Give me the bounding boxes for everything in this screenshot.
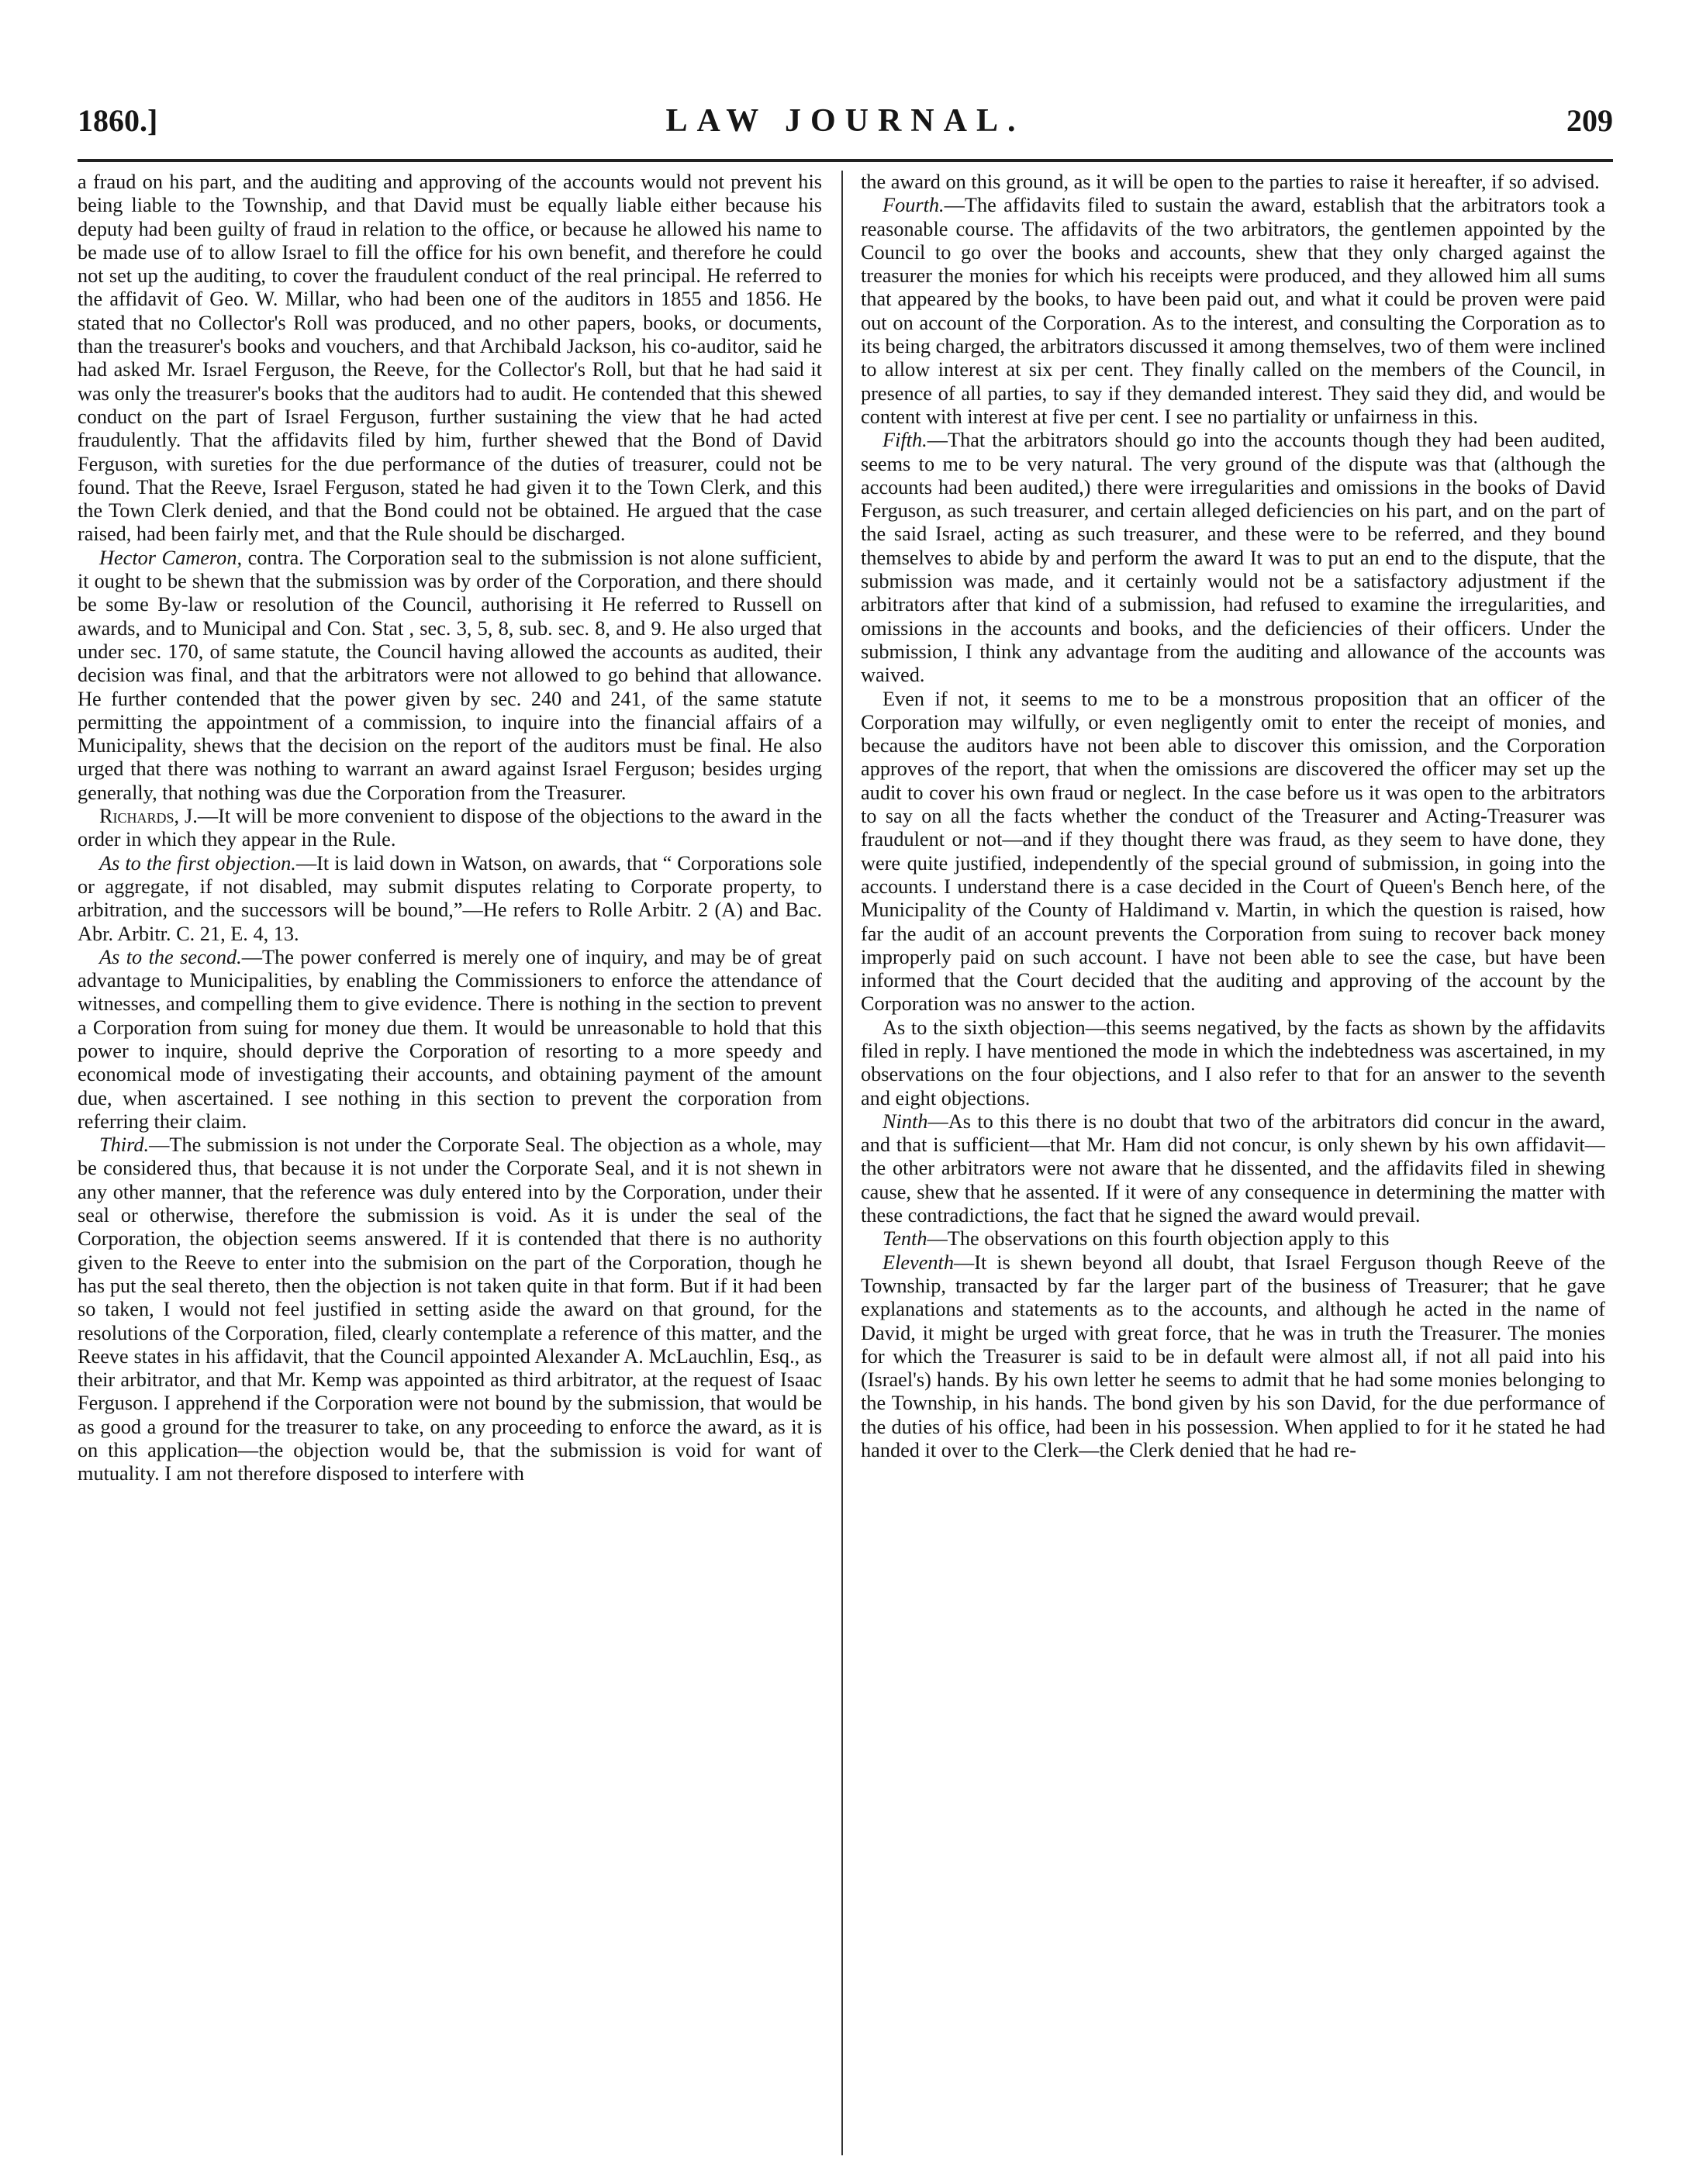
paragraph-text: contra. The Corporation seal to the submission is not alone sufficient, it ought to be shewn that the submission was by order of the Corporation, and there should be some By-law or resolution of the Council, authorising it He referred to Russell on awards, and to Municipal and Con. Stat , sec. 3, 5, 8, sub. sec. 8, and 9. He also urged that under sec. 170, of same statute, the Council having allowed the accounts as audited, their decision was final, and that the arbitrators were not allowed to go behind that allowance. He further contended that the power given by sec. 240 and 241, of the same statute permitting the appointment of a commission, to inquire into the financial affairs of a Municipality, shews that the decision on the report of the auditors must be final. He also urged that there was nothing to warrant an award against Israel Ferguson; besides urging generally, that nothing was due the Corporation from the Treasurer.	[78, 546, 822, 804]
paragraph	[78, 805, 822, 852]
paragraph	[861, 429, 1605, 687]
paragraph-text: —The observations on this fourth objection apply to this	[927, 1227, 1390, 1251]
paragraph-text: —It is laid down in Watson, on awards, that “ Corporations sole or aggregate, if not disabled, may submit disputes relating to Corporate property, to arbitration, and the successors will be bound,”—He refers to Rolle Arbitr. 2 (A) and Bac. Abr. Arbitr. C. 21, E. 4, 13.	[78, 851, 822, 945]
paragraph-lead: Eleventh	[882, 1251, 954, 1274]
continued-paragraph	[861, 171, 1605, 194]
paragraph-text: —That the arbitrators should go into the accounts though they had been audited, seems to me to be very natural. The very ground of the dispute was that (although the accounts had been audited,) there were irregularities and omissions in the books of David Ferguson, as such treasurer, and certain alleged deficiencies on his part, and on the part of the said Israel, acting as such treasurer, and these were to be referred, and they bound themselves to abide by and perform the award It was to put an end to the dispute, that the submission was made, and it certainly would not be a satisfactory adjustment if the arbitrators after that kind of a submission, had refused to examine the irregularities, and omissions in the accounts and books, and the deficiencies of their officers. Under the submission, I think any advantage from the auditing and allowance of the accounts was waived.	[861, 429, 1605, 687]
paragraph-text: —As to this there is no doubt that two of the arbitrators did concur in the award, and that is sufficient—that Mr. Ham did not concur, is only shewn by his own affidavit—the other arbitrators were not aware that he dissented, and the affidavits filed in shewing cause, shew that he assented. If it were of any consequence in determining the matter with these contradictions, the fact that he signed the award would prevail.	[861, 1109, 1605, 1227]
paragraph-lead: Third.	[99, 1133, 150, 1157]
running-header	[78, 102, 1613, 149]
paragraph	[78, 852, 822, 946]
column-divider	[841, 171, 843, 2155]
journal-title: LAW JOURNAL.	[665, 103, 1025, 139]
paragraph-text: —It will be more convenient to dispose of the objections to the award in the order in which they appear in the Rule.	[78, 805, 822, 851]
paragraph-lead: Tenth	[882, 1227, 927, 1251]
paragraph	[861, 1227, 1605, 1251]
paragraph	[861, 1251, 1605, 1463]
paragraph-lead: Ninth	[882, 1109, 928, 1133]
paragraph-text: the award on this ground, as it will be open to the parties to raise it hereafter, if so advised.	[861, 171, 1600, 193]
paragraph-text: —The submission is not under the Corporate Seal. The objection as a whole, may be considered thus, that because it is not under the Corporate Seal, and it is not shewn in any other manner, that the reference was duly entered into by the Corporation, under their seal or otherwise, therefore the submission is void. As it is under the seal of the Corporation, the objection seems answered. If it is contended that there is no authority given to the Reeve to enter into the submision on the part of the Corporation, though he has put the seal thereto, then the objection is not taken quite in that form. But if it had been so taken, I would not feel justified in setting aside the award on that ground, for the resolutions of the Corporation, filed, clearly contemplate a reference of this matter, and the Reeve states in his affidavit, that the Council appointed Alexander A. McLauchlin, Esq., as their arbitrator, and that Mr. Kemp was appointed as third arbitrator, at the request of Isaac Ferguson. I apprehend if the Corporation were not bound by the submission, that would be as good a ground for the treasurer to take, on any proceeding to enforce the award, as it is on this application—the objection would be, that the submission is void for want of mutuality. I am not therefore disposed to interfere with	[78, 1133, 822, 1485]
paragraph-lead: Fifth.	[882, 429, 927, 452]
paragraph-lead: As to the first objection.	[99, 851, 296, 875]
paragraph-lead: Fourth.	[882, 194, 945, 217]
paragraph-text: —It is shewn beyond all doubt, that Israel Ferguson though Reeve of the Township, transacted by far the larger part of the business of Treasurer; that he gave explanations and statements as to the accounts, and although he acted in the name of David, it might be urged with great force, that he was in truth the Treasurer. The monies for which the Treasurer is said to be in default were almost all, if not all paid into his (Israel's) hands. By his own letter he seems to admit that he had some monies belonging to the Township, in his hands. The bond given by his son David, for the due performance of the duties of his office, had been in his possession. When applied to for it he stated he had handed it over to the Clerk—the Clerk denied that he had re-	[861, 1251, 1605, 1462]
header-rule	[78, 159, 1613, 162]
header-year: 1860.]	[78, 103, 158, 138]
paragraph	[861, 194, 1605, 429]
paragraph	[78, 1133, 822, 1485]
continued-paragraph	[78, 171, 822, 547]
paragraph-text: Even if not, it seems to me to be a monstrous proposition that an officer of the Corporation may wilfully, or even negligently omit to enter the receipt of monies, and because the auditors have not been able to discover this omission, and the Corporation approves of the report, that when the omissions are discovered the officer may set up the audit to cover his own fraud or neglect. In the case before us it was open to the arbitrators to say on all the facts whether the conduct of the Treasurer and Acting-Treasurer was fraudulent or not—and if they thought there was fraud, as they seem to have done, they were quite justified, independently of the special ground of submission, in going into the accounts. I understand there is a case decided in the Court of Queen's Bench here, of the Municipality of the County of Haldimand v. Martin, in which the question is raised, how far the audit of an account prevents the Corporation from suing to recover back money improperly paid on such account. I have not been able to see the case, but have been informed that the Court decided that the auditing and approving of the account by the Corporation was no answer to the action.	[861, 687, 1605, 1016]
left-column	[78, 171, 822, 2155]
paragraph	[78, 946, 822, 1133]
paragraph	[861, 688, 1605, 1016]
paragraph-text: a fraud on his part, and the auditing and approving of the accounts would not prevent his being liable to the Township, and that David must be equally liable either because his deputy had been guilty of fraud in relation to the office, or because he allowed his name to be made use of to allow Israel to fill the office for his own benefit, and therefore he could not set up the auditing, to cover the fraudulent conduct of the real principal. He referred to the affidavit of Geo. W. Millar, who had been one of the auditors in 1855 and 1856. He stated that no Collector's Roll was produced, and no other papers, books, or documents, than the treasurer's books and vouchers, and that Archibald Jackson, his co-auditor, said he had asked Mr. Israel Ferguson, the Reeve, for the Collector's Roll, but that he had said it was only the treasurer's books that the auditors had to audit. He contended that this shewed conduct on the part of Israel Ferguson, further sustaining the view that he had acted fraudulently. That the affidavits filed by him, further shewed that the Bond of David Ferguson, with sureties for the due performance of the duties of treasurer, could not be found. That the Reeve, Israel Ferguson, stated he had given it to the Town Clerk, and this the Town Clerk denied, and that the Bond could not be obtained. He argued that the case raised, had been fairly met, and that the Rule should be discharged.	[78, 171, 822, 546]
page-number: 209	[1566, 103, 1613, 138]
paragraph	[861, 1016, 1605, 1110]
paragraph-text: —The affidavits filed to sustain the award, establish that the arbitrators took a reasonable course. The affidavits of the two arbitrators, the gentlemen appointed by the Council to go over the books and accounts, shew that they only charged against the treasurer the monies for which his receipts were produced, and they allowed him all sums that appeared by the books, to have been paid out, and what it could be proven were paid out on account of the Corporation. As to the interest, and consulting the Corporation as to its being charged, the arbitrators discussed it among themselves, two of them were inclined to allow interest at six per cent. They finally called on the members of the Council, in presence of all parties, to say if they demanded interest. They said they did, and would be content with interest at five per cent. I see no partiality or unfairness in this.	[861, 194, 1605, 428]
paragraph-lead: As to the second.	[99, 945, 242, 968]
paragraph	[861, 1110, 1605, 1227]
right-column	[861, 171, 1605, 2155]
paragraph-lead: Richards, J.	[99, 805, 198, 828]
paragraph	[78, 547, 822, 805]
paragraph-lead: Hector Cameron,	[99, 546, 243, 569]
paragraph-text: As to the sixth objection—this seems negatived, by the facts as shown by the affidavits filed in reply. I have mentioned the mode in which the indebtedness was ascertained, in my observations on the four objections, and I also refer to that for an answer to the seventh and eight objections.	[861, 1016, 1605, 1109]
paragraph-text: —The power conferred is merely one of inquiry, and may be of great advantage to Municipalities, by enabling the Commissioners to enforce the attendance of witnesses, and compelling them to give evidence. There is nothing in the section to prevent a Corporation from suing for money due them. It would be unreasonable to hold that this power to inquire, should deprive the Corporation of resorting to a more speedy and economical mode of investigating their accounts, and obtaining payment of the amount due, when ascertained. I see nothing in this section to prevent the corporation from referring their claim.	[78, 945, 822, 1133]
